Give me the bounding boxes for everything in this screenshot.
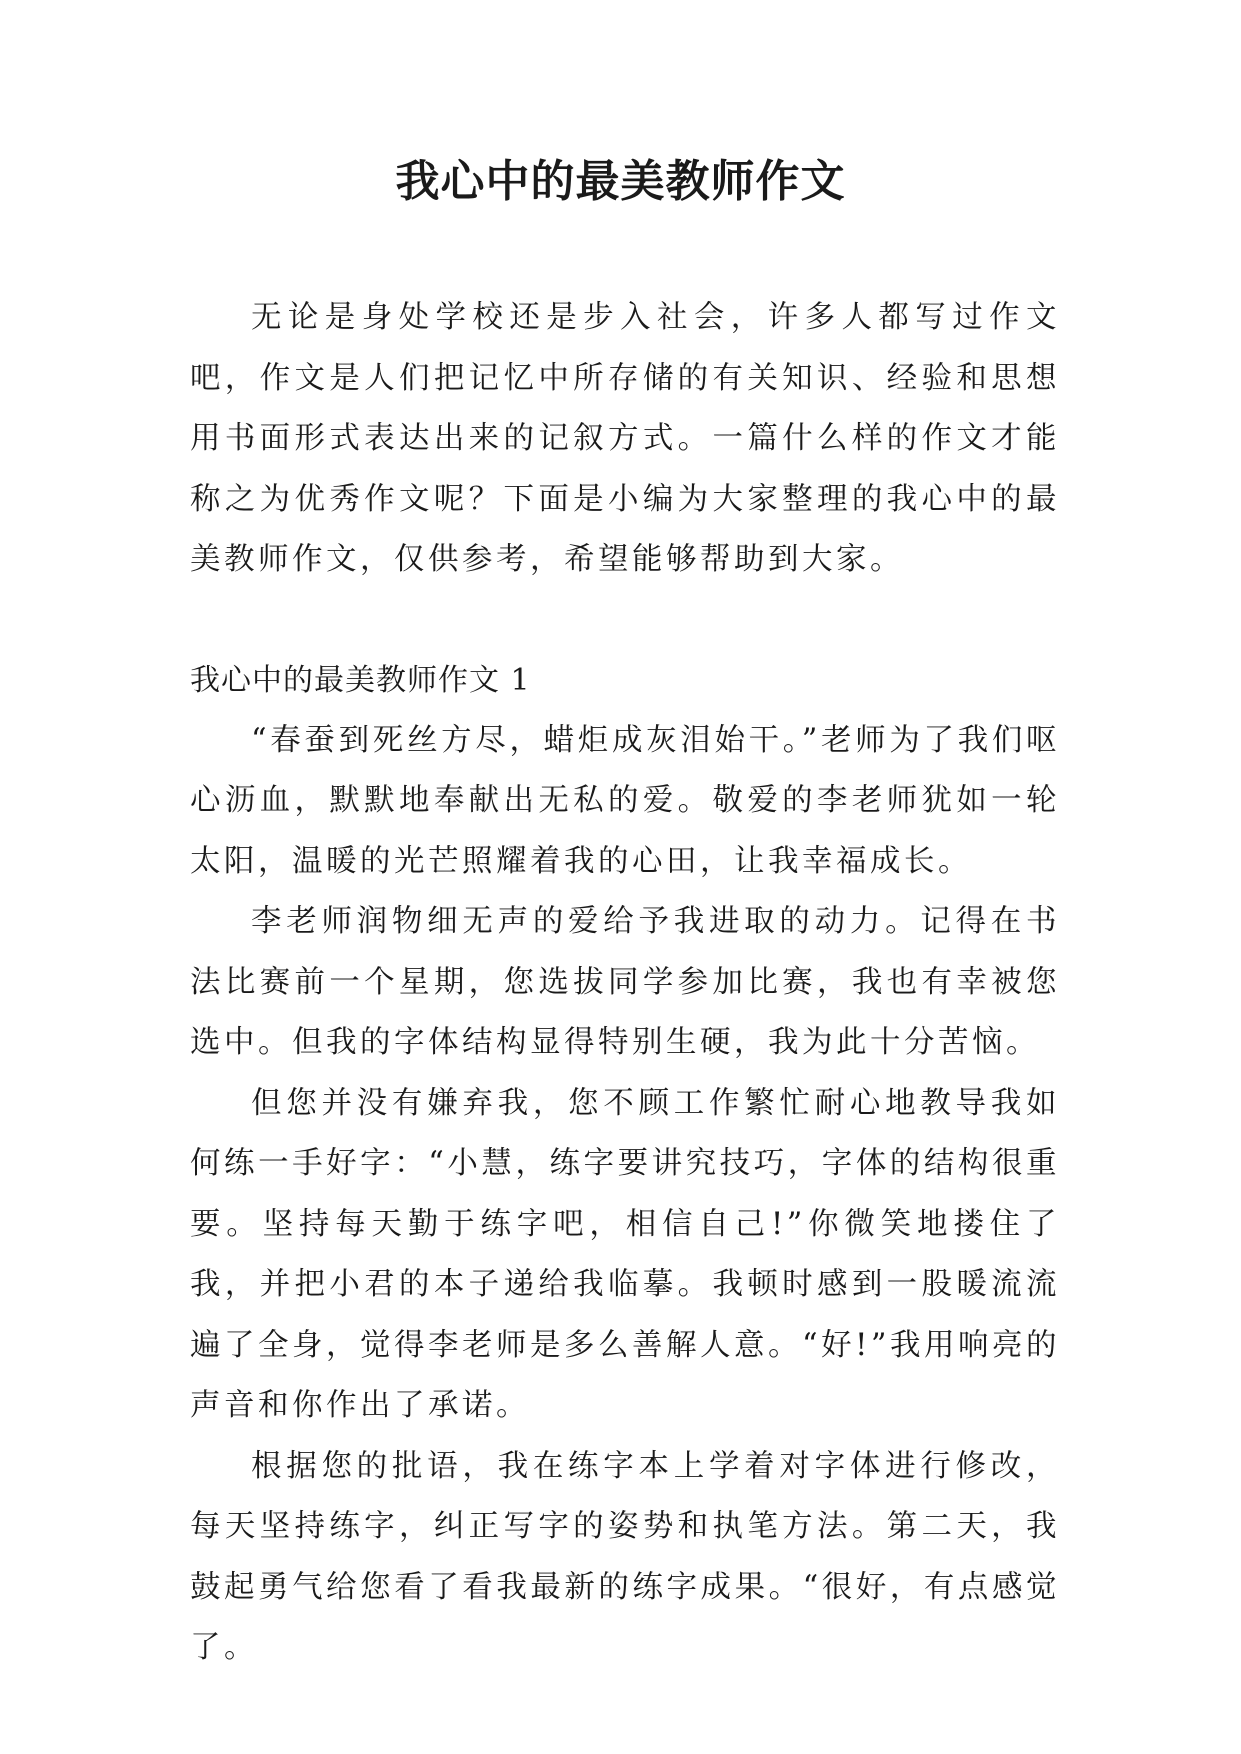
document-title: 我心中的最美教师作文 [395, 156, 846, 207]
body-paragraph: 李老师润物细无声的爱给予我进取的动力。记得在书法比赛前一个星期，您选拔同学参加比赛，我也有幸被您选中。但我的字体结构显得特别生硬，我为此十分苦恼。 [190, 904, 1060, 1060]
body-paragraph: 根据您的批语，我在练字本上学着对字体进行修改，每天坚持练字，纠正写字的姿势和执笔方法。第二天，我鼓起勇气给您看了看我最新的练字成果。“很好，有点感觉了。 [190, 1448, 1060, 1665]
document-body [190, 288, 1060, 1679]
section-heading: 我心中的最美教师作文 1 [190, 662, 531, 698]
body-paragraph: 但您并没有嫌弃我，您不顾工作繁忙耐心地教导我如何练一手好字：“小慧，练字要讲究技巧，字体的结构很重要。坚持每天勤于练字吧，相信自己!”你微笑地搂住了我，并把小君的本子递给我临摹。我顿时感到一股暖流流遍了全身，觉得李老师是多么善解人意。“好!”我用响亮的声音和你作出了承诺。 [190, 1085, 1060, 1423]
intro-paragraph: 无论是身处学校还是步入社会，许多人都写过作文吧，作文是人们把记忆中所存储的有关知识、经验和思想用书面形式表达出来的记叙方式。一篇什么样的作文才能称之为优秀作文呢？下面是小编为大家整理的我心中的最美教师作文，仅供参考，希望能够帮助到大家。 [190, 300, 1060, 577]
body-paragraph: “春蚕到死丝方尽，蜡炬成灰泪始干。”老师为了我们呕心沥血，默默地奉献出无私的爱。敬爱的李老师犹如一轮太阳，温暖的光芒照耀着我的心田，让我幸福成长。 [190, 722, 1060, 879]
